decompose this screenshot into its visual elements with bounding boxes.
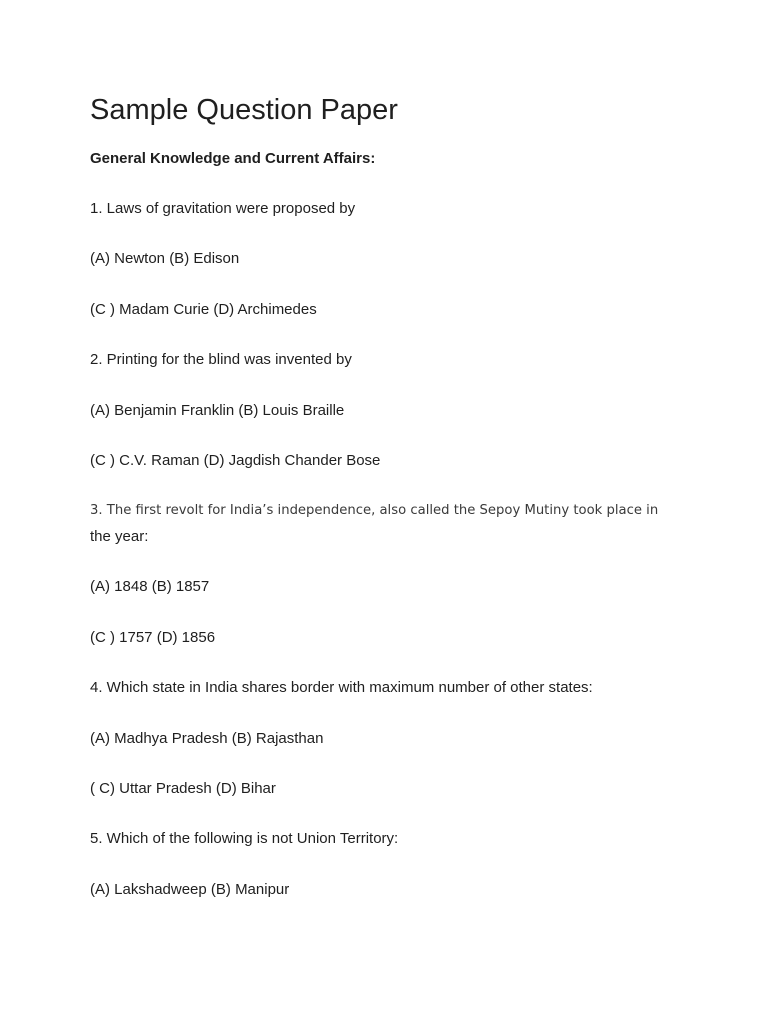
question-2-options-a-b: (A) Benjamin Franklin (B) Louis Braille	[90, 402, 345, 419]
question-2-options-c-d: (C ) C.V. Raman (D) Jagdish Chander Bose	[90, 452, 381, 469]
question-1: 1. Laws of gravitation were proposed by	[90, 200, 356, 217]
question-4-options-c-d: ( C) Uttar Pradesh (D) Bihar	[90, 780, 276, 797]
question-2: 2. Printing for the blind was invented by	[90, 351, 352, 368]
page-title: Sample Question Paper	[90, 94, 398, 126]
question-3-options-a-b: (A) 1848 (B) 1857	[90, 578, 210, 595]
question-3-options-c-d: (C ) 1757 (D) 1856	[90, 629, 216, 646]
question-5-options-a-b: (A) Lakshadweep (B) Manipur	[90, 881, 290, 898]
section-heading: General Knowledge and Current Affairs:	[90, 150, 376, 167]
question-3: 3. The first revolt for India’s independence, also called the Sepoy Mutiny took place in	[90, 503, 659, 518]
question-1-options-a-b: (A) Newton (B) Edison	[90, 250, 240, 267]
question-1-options-c-d: (C ) Madam Curie (D) Archimedes	[90, 301, 317, 318]
question-4: 4. Which state in India shares border with maximum number of other states:	[90, 679, 593, 696]
question-4-options-a-b: (A) Madhya Pradesh (B) Rajasthan	[90, 730, 324, 747]
question-3-continued: the year:	[90, 528, 149, 545]
question-5: 5. Which of the following is not Union Territory:	[90, 830, 399, 847]
